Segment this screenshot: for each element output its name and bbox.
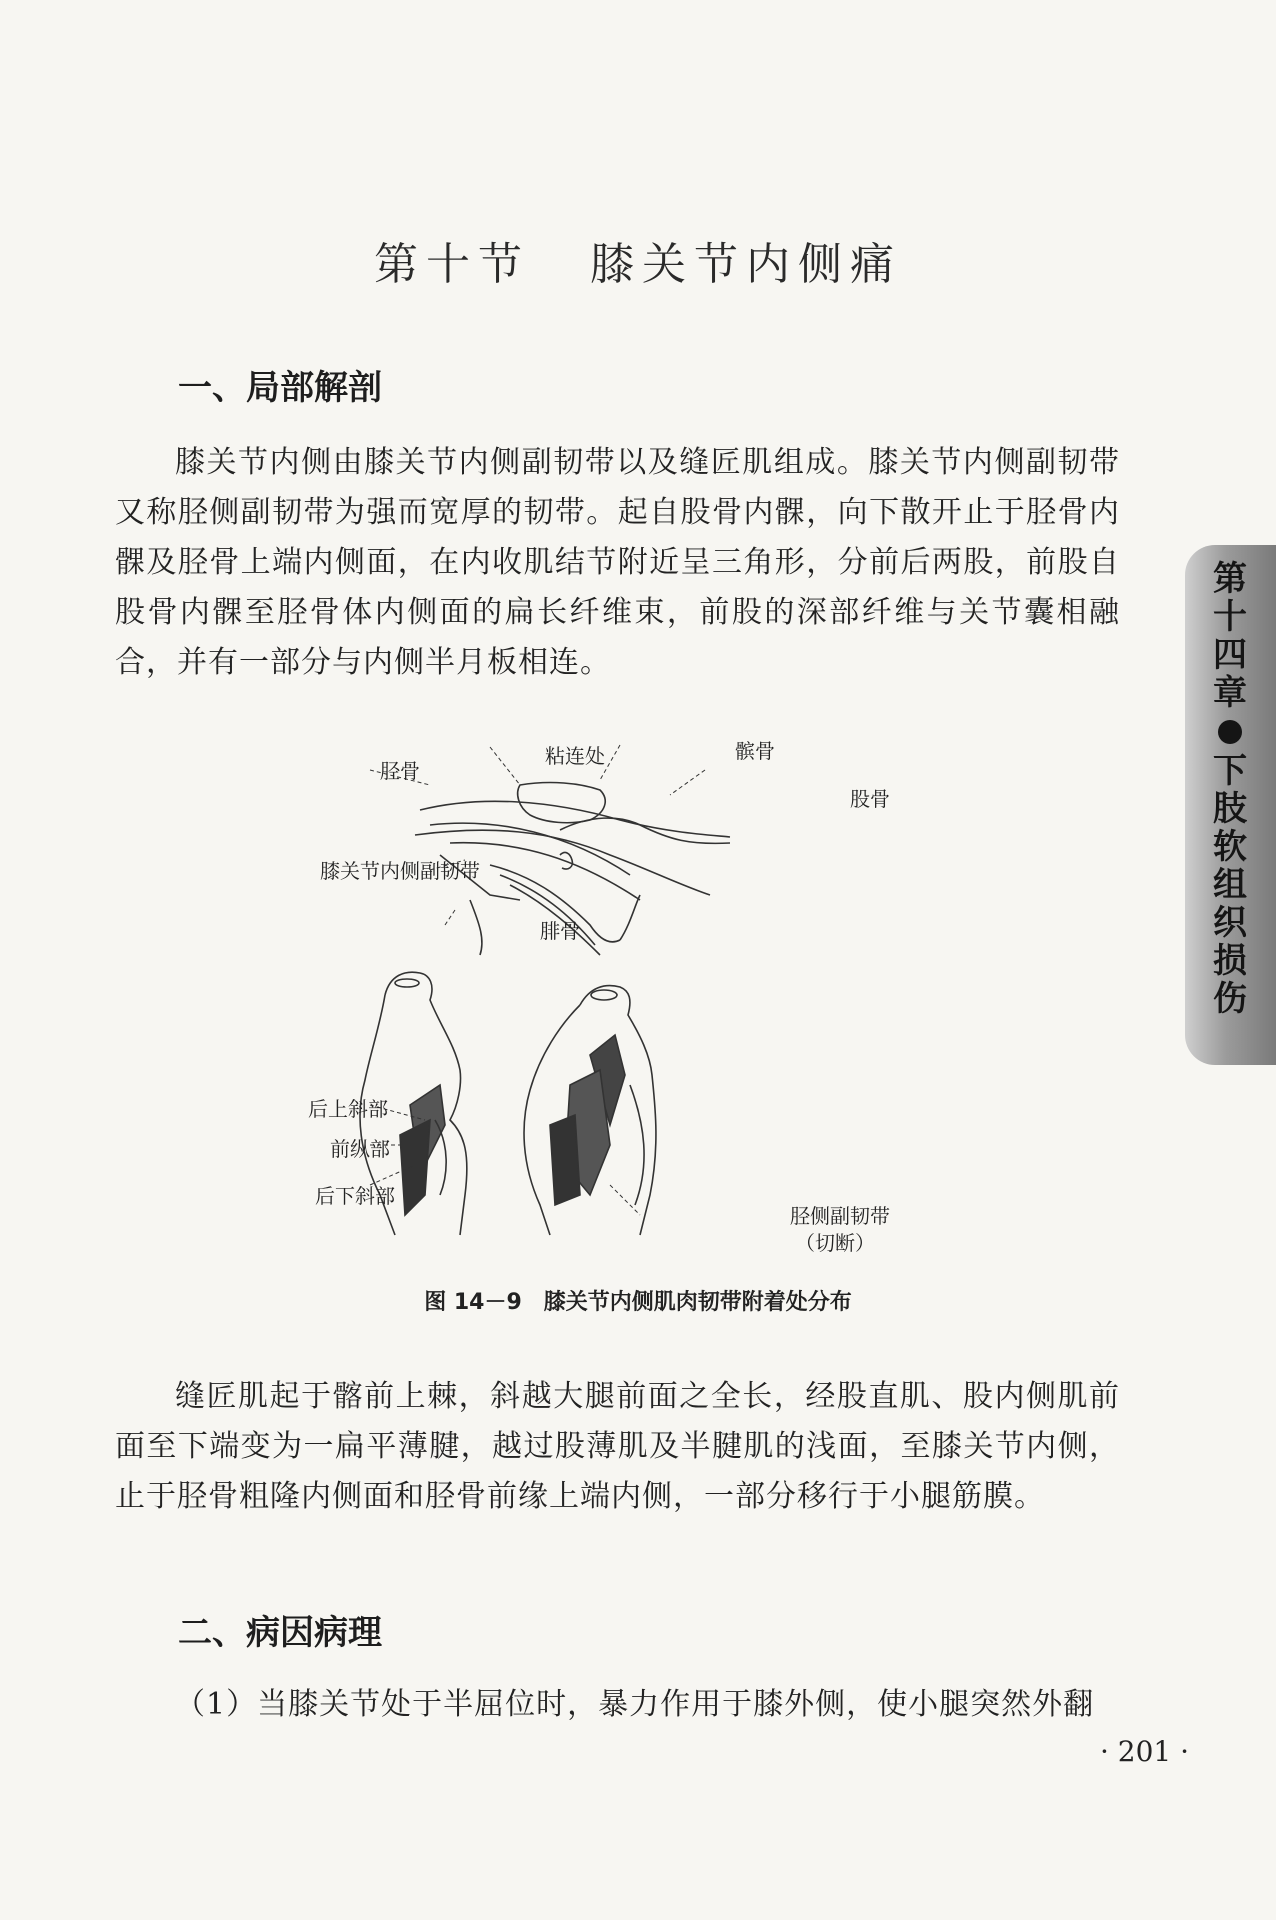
paragraph-text: 膝关节内侧由膝关节内侧副韧带以及缝匠肌组成。膝关节内侧副韧带又称胫侧副韧带为强而宽厚的韧带。起自股骨内髁，向下散开止于胫骨内髁及胫骨上端内侧面，在内收肌结节附近呈三角形，分前后两股，前股自股骨内髁至胫骨体内侧面的扁长纤维束，前股的深部纤维与关节囊相融合，并有一部分与内侧半月板相连。 bbox=[115, 445, 1120, 680]
label-ant-longitudinal: 前纵部 bbox=[330, 1137, 390, 1161]
section-title bbox=[0, 228, 1276, 292]
figure-caption bbox=[0, 1285, 1276, 1316]
label-femur: 股骨 bbox=[850, 787, 890, 811]
paragraph-anatomy bbox=[115, 438, 1120, 688]
label-adhesion: 粘连处 bbox=[545, 744, 605, 768]
page-number: · 201 · bbox=[1100, 1735, 1190, 1768]
chapter-side-text bbox=[1205, 560, 1255, 1018]
chapter-number: 第十四章 bbox=[1213, 559, 1247, 713]
heading-local-anatomy: 一、局部解剖 bbox=[178, 368, 382, 408]
chapter-subtitle: 下肢软组织损伤 bbox=[1213, 751, 1247, 1019]
label-patella: 髌骨 bbox=[735, 739, 775, 763]
caption-text: 膝关节内侧肌肉韧带附着处分布 bbox=[543, 1290, 852, 1315]
label-tibia: 胫骨 bbox=[380, 759, 420, 783]
section-name: 膝关节内侧痛 bbox=[590, 239, 902, 290]
label-mcl: 膝关节内侧副韧带 bbox=[320, 859, 480, 883]
knee-anatomy-figure bbox=[290, 725, 970, 1255]
label-cut: （切断） bbox=[795, 1231, 875, 1255]
label-post-inf-oblique: 后下斜部 bbox=[315, 1184, 395, 1208]
label-fibula: 腓骨 bbox=[540, 919, 580, 943]
heading-etiology: 二、病因病理 bbox=[178, 1613, 382, 1653]
bullet-icon bbox=[1218, 720, 1242, 744]
caption-number: 图 14－9 bbox=[424, 1290, 522, 1315]
paragraph-text: （1）当膝关节处于半屈位时，暴力作用于膝外侧，使小腿突然外翻 bbox=[175, 1687, 1095, 1722]
label-tibial-collateral: 胫侧副韧带 bbox=[790, 1204, 890, 1228]
paragraph-sartorius bbox=[115, 1372, 1120, 1522]
label-post-sup-oblique: 后上斜部 bbox=[308, 1097, 388, 1121]
section-number: 第十节 bbox=[374, 239, 530, 290]
paragraph-etiology bbox=[115, 1680, 1120, 1730]
paragraph-text: 缝匠肌起于髂前上棘，斜越大腿前面之全长，经股直肌、股内侧肌前面至下端变为一扁平薄腱，越过股薄肌及半腱肌的浅面，至膝关节内侧，止于胫骨粗隆内侧面和胫骨前缘上端内侧，一部分移行于小腿筋膜。 bbox=[115, 1379, 1120, 1514]
